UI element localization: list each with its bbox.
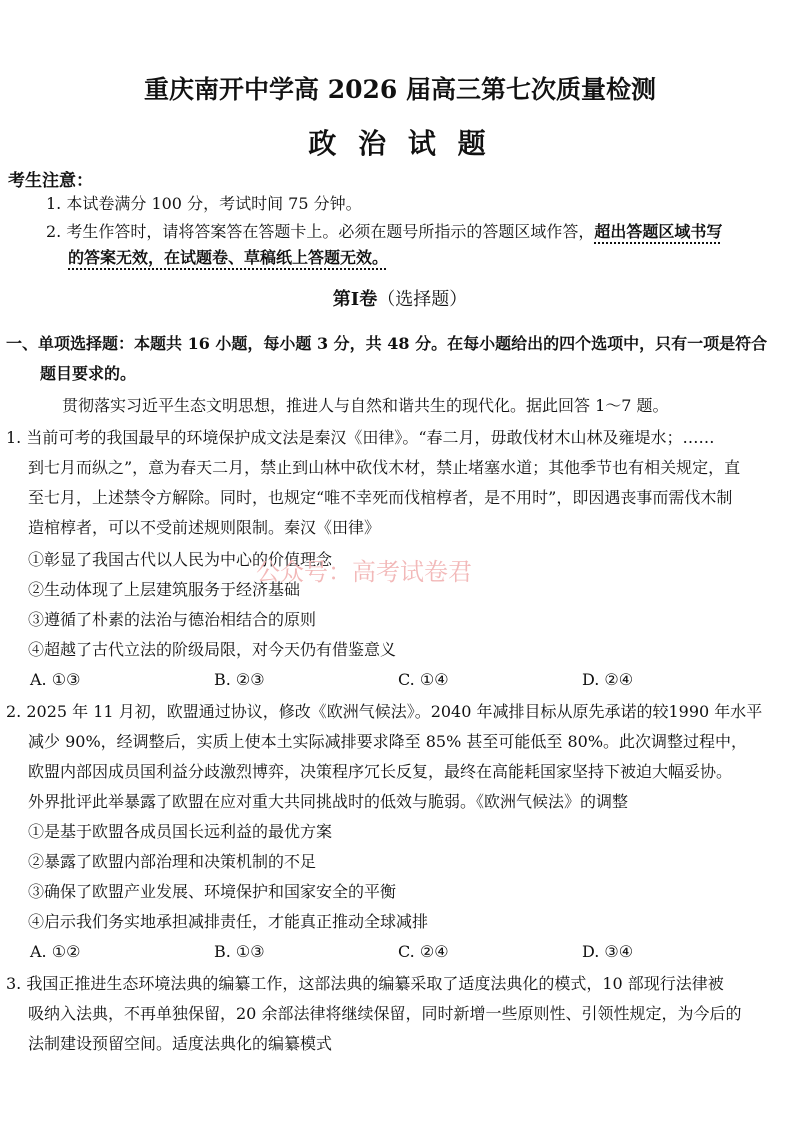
q2-option-d: D. ③④ bbox=[582, 942, 634, 961]
notice-item-1: 1. 本试卷满分 100 分，考试时间 75 分钟。 bbox=[46, 194, 362, 213]
q1-option-b: B. ②③ bbox=[214, 670, 265, 689]
exam-subject-title: 政 治 试 题 bbox=[308, 127, 492, 160]
q2-option-b: B. ①③ bbox=[214, 942, 265, 961]
q2-stem-line4: 外界批评此举暴露了欧盟在应对重大共同挑战时的低效与脆弱。《欧洲气候法》的调整 bbox=[28, 792, 629, 811]
notice-item-2-emphasis-a: 超出答题区域书写 bbox=[594, 222, 723, 241]
notice-item-2-emphasis-b: 的答案无效，在试题卷、草稿纸上答题无效。 bbox=[68, 248, 389, 267]
q1-option-a: A. ①③ bbox=[30, 670, 81, 689]
q1-stem-line4: 造棺椁者，可以不受前述规则限制。秦汉《田律》 bbox=[28, 518, 381, 537]
q3-stem-line2: 吸纳入法典，不再单独保留，20 余部法律将继续保留，同时新增一些原则性、引领性规定，为今后的 bbox=[28, 1004, 742, 1023]
q3-stem-line3: 法制建设预留空间。适度法典化的编纂模式 bbox=[28, 1034, 333, 1053]
q2-stem-line3: 欧盟内部因成员国利益分歧激烈博弈，决策程序冗长反复，最终在高能耗国家坚持下被迫大幅妥协。 bbox=[28, 762, 733, 781]
section-title bbox=[0, 285, 800, 311]
q2-stem-line2: 减少 90%，经调整后，实质上使本土实际减排要求降至 85% 甚至可能低至 80%。此次调整过程中， bbox=[28, 732, 748, 751]
q2-option-a: A. ①② bbox=[30, 942, 81, 961]
q1-option-d: D. ②④ bbox=[582, 670, 634, 689]
q2-option-c: C. ②④ bbox=[398, 942, 449, 961]
q2-stem-line1: 2. 2025 年 11 月初，欧盟通过协议，修改《欧洲气候法》。2040 年减排目标从原先承诺的较1990 年水平 bbox=[6, 702, 763, 721]
notice-item-2-text: 2. 考生作答时，请将答案答在答题卡上。必须在题号所指示的答题区域作答， bbox=[46, 222, 595, 241]
q1-statement-3: ③遵循了朴素的法治与德治相结合的原则 bbox=[28, 610, 317, 629]
section-title-paren: （选择题） bbox=[377, 289, 468, 310]
q1-statement-4: ④超越了古代立法的阶级局限，对今天仍有借鉴意义 bbox=[28, 640, 397, 659]
notice-item-2-line1 bbox=[46, 222, 722, 242]
q1-stem-line2: 到七月而纵之”，意为春天二月，禁止到山林中砍伐木材，禁止堵塞水道；其他季节也有相关规定，直 bbox=[28, 458, 741, 477]
q2-statement-3: ③确保了欧盟产业发展、环境保护和国家安全的平衡 bbox=[28, 882, 397, 901]
q2-statement-2: ②暴露了欧盟内部治理和决策机制的不足 bbox=[28, 852, 317, 871]
q1-stem-line3: 至七月，上述禁令方解除。同时，也规定“唯不幸死而伐棺椁者，是不用时”，即因遇丧事而需伐木制 bbox=[28, 488, 733, 507]
exam-title: 重庆南开中学高 2026 届高三第七次质量检测 bbox=[144, 75, 656, 104]
section-title-main: 第Ⅰ卷 bbox=[332, 289, 378, 310]
watermark: 公众号：高考试卷君 bbox=[256, 558, 472, 586]
part1-intro: 贯彻落实习近平生态文明思想，推进人与自然和谐共生的现代化。据此回答 1～7 题。 bbox=[62, 396, 669, 415]
q1-statement-1: ①彰显了我国古代以人民为中心的价值理念 bbox=[28, 550, 333, 569]
part1-heading-line1: 一、单项选择题：本题共 16 小题，每小题 3 分，共 48 分。在每小题给出的四个选项中，只有一项是符合 bbox=[6, 334, 768, 353]
q1-statement-2: ②生动体现了上层建筑服务于经济基础 bbox=[28, 580, 301, 599]
q3-stem-line1: 3. 我国正推进生态环境法典的编纂工作，这部法典的编纂采取了适度法典化的模式，10 部现行法律被 bbox=[6, 974, 724, 993]
q1-stem-line1: 1. 当前可考的我国最早的环境保护成文法是秦汉《田律》。“春二月，毋敢伐材木山林及雍堤水；…… bbox=[6, 428, 715, 447]
q2-statement-1: ①是基于欧盟各成员国长远利益的最优方案 bbox=[28, 822, 333, 841]
q1-option-c: C. ①④ bbox=[398, 670, 449, 689]
part1-heading-line2: 题目要求的。 bbox=[40, 364, 137, 383]
notice-title: 考生注意： bbox=[8, 171, 93, 191]
q2-statement-4: ④启示我们务实地承担减排责任，才能真正推动全球减排 bbox=[28, 912, 429, 931]
